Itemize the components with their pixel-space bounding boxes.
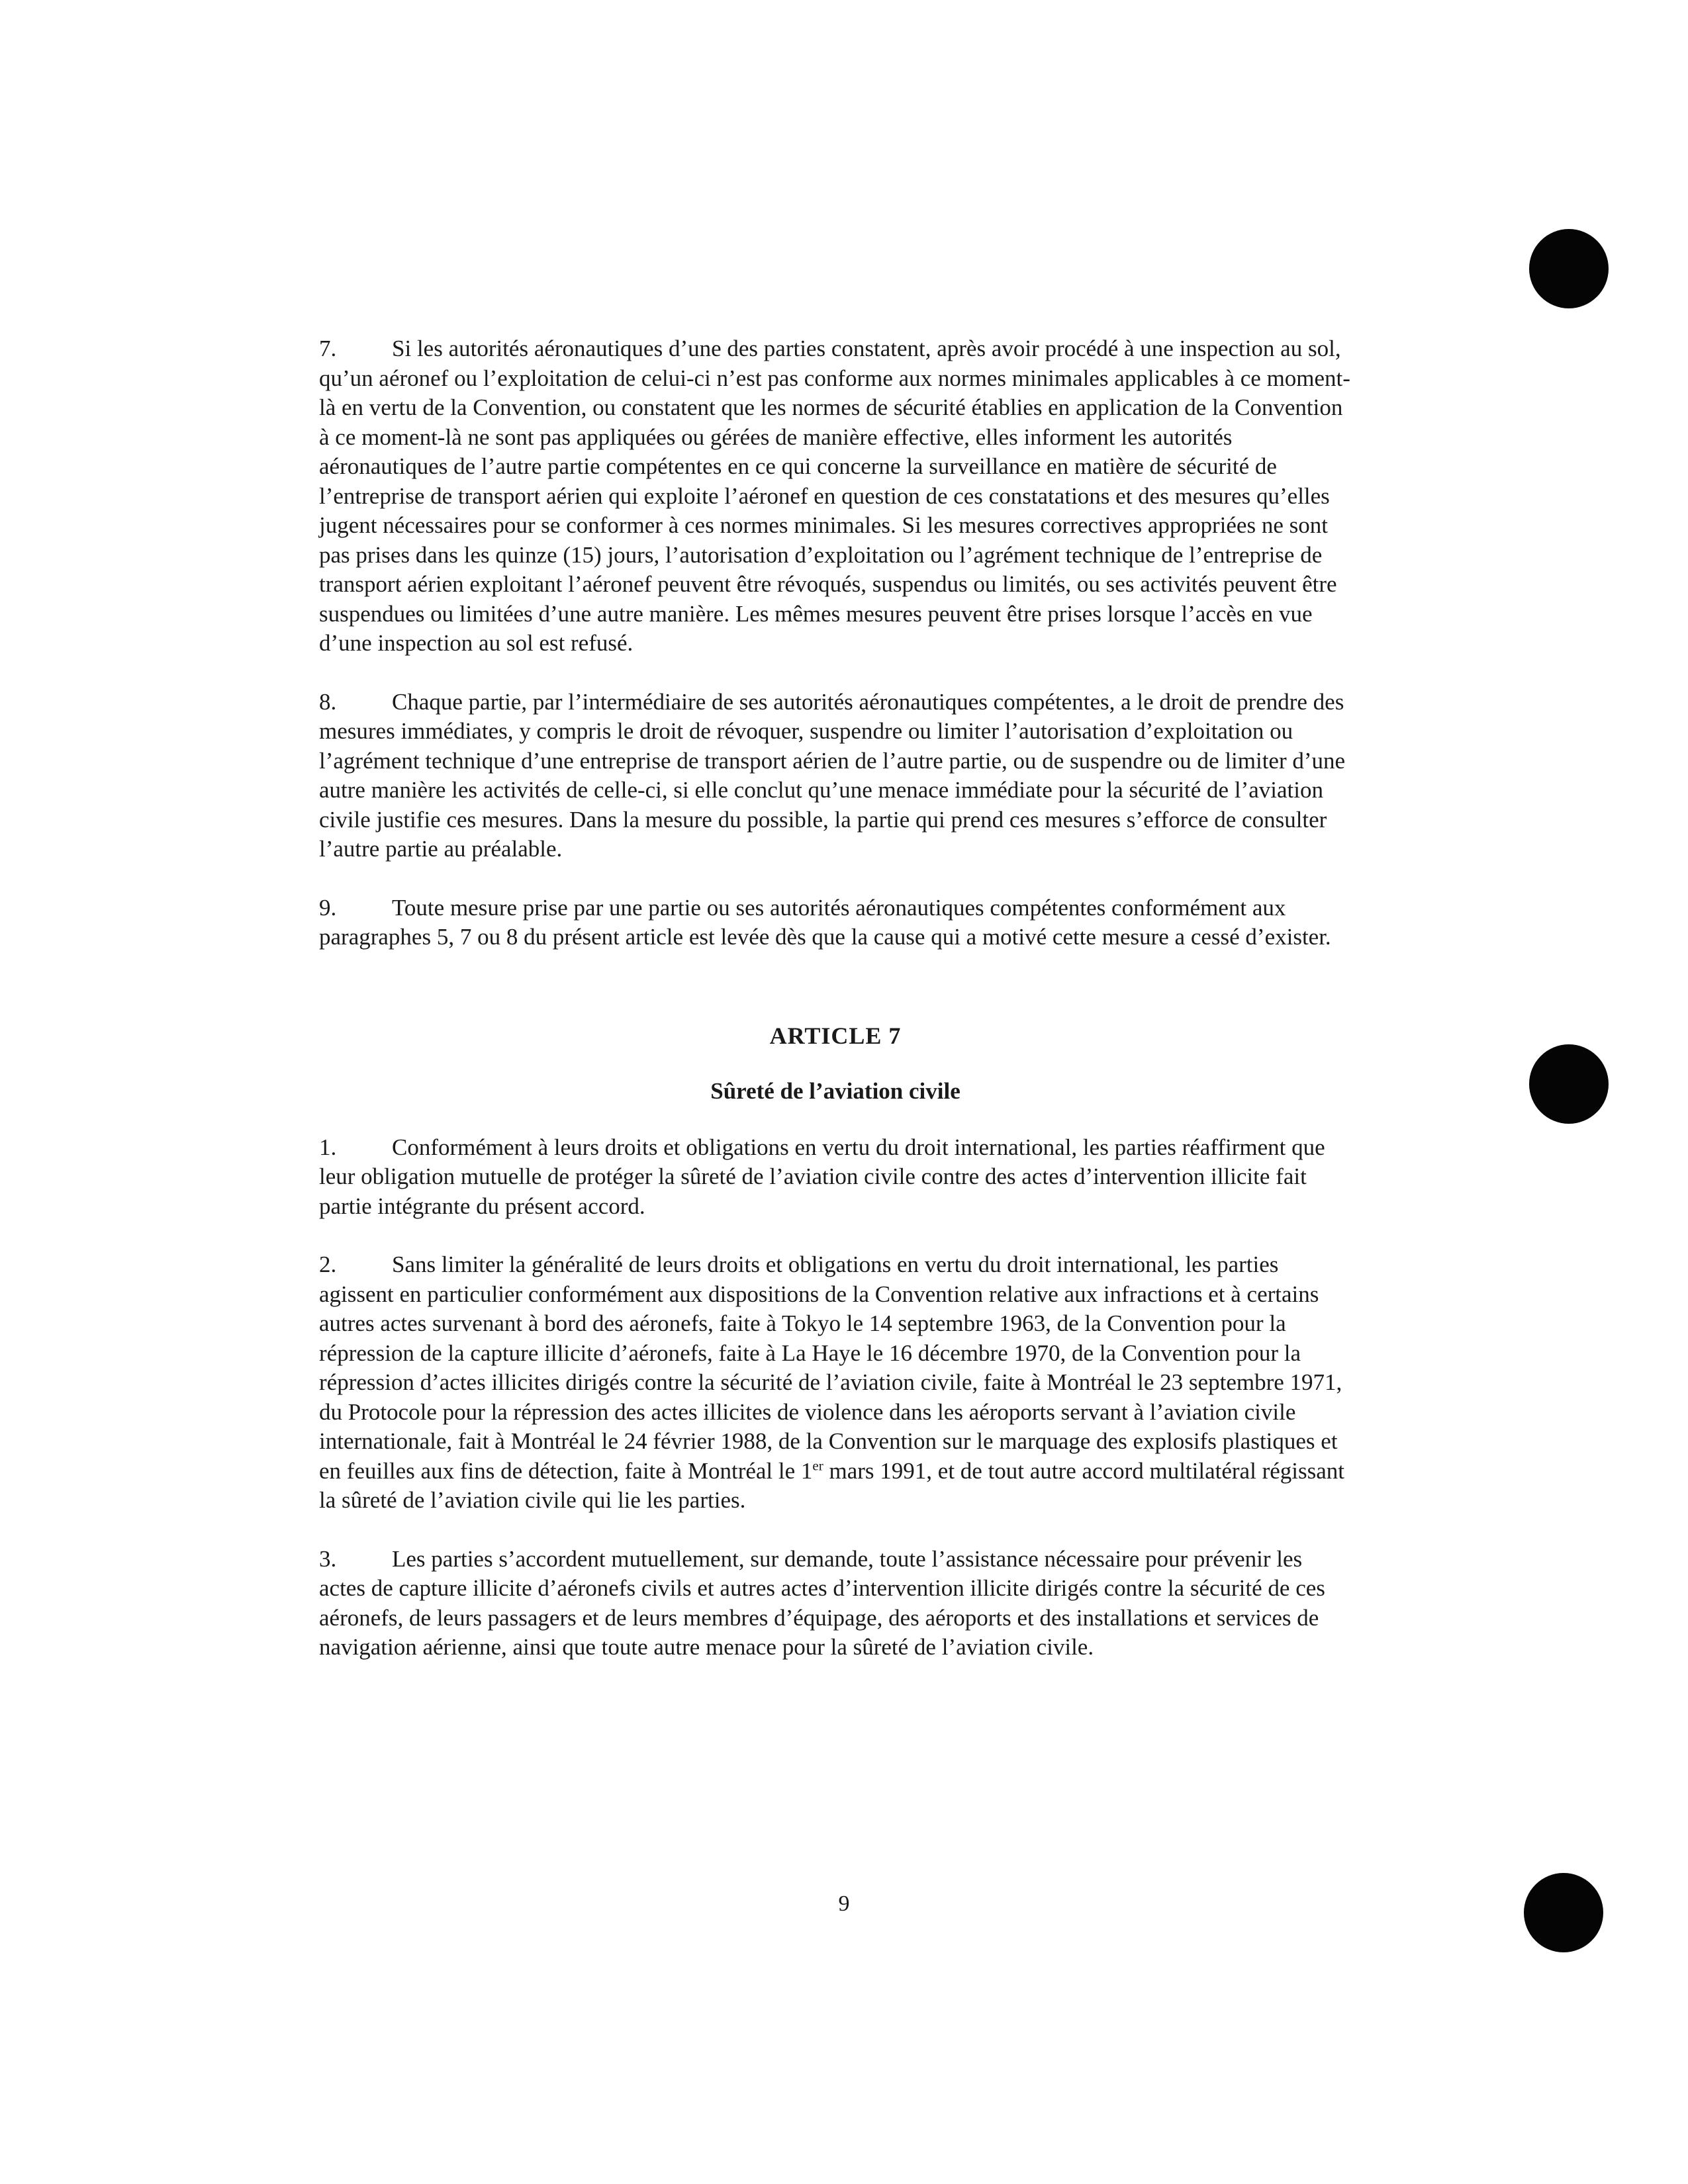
article-paragraph-3 xyxy=(319,1545,1352,1662)
paragraph-number: 1. xyxy=(319,1134,337,1160)
punch-hole-middle xyxy=(1529,1044,1609,1124)
paragraph-text: Les parties s’accordent mutuellement, sur demande, toute l’assistance nécessaire pour prévenir les actes de capture illicite d’aéronefs civils et autres actes d’intervention illicite dirigés contre la sécurité de ces aéronefs, de leurs passagers et de leurs membres d’équipage, des aéroports et des installations et services de navigation aérienne, ainsi que toute autre menace pour la sûreté de l’aviation civile. xyxy=(319,1545,1325,1660)
article-heading: ARTICLE 7 xyxy=(769,1022,902,1049)
paragraph-text: Toute mesure prise par une partie ou ses autorités aéronautiques compétentes conformément aux paragraphes 5, 7 ou 8 du présent article est levée dès que la cause qui a motivé cette mesure a cessé d’exister. xyxy=(319,894,1331,950)
text-column xyxy=(319,334,1352,1692)
superscript: er xyxy=(812,1457,823,1473)
paragraph-number: 2. xyxy=(319,1251,337,1277)
paragraph-number: 8. xyxy=(319,688,337,715)
paragraph-text-continued: mars 1991, et de tout autre accord multilatéral régissant la sûreté de l’aviation civile qui lie les parties. xyxy=(319,1457,1344,1513)
article-title: Sûreté de l’aviation civile xyxy=(710,1078,961,1104)
paragraph-text: Sans limiter la généralité de leurs droits et obligations en vertu du droit international, les parties agissent en particulier conformément aux dispositions de la Convention relative aux infractions et à certains autres actes survenant à bord des aéronefs, faite à Tokyo le 14 septembre 1963, de la Convention pour la répression de la capture illicite d’aéronefs, faite à La Haye le 16 décembre 1970, de la Convention pour la répression d’actes illicites dirigés contre la sécurité de l’aviation civile, faite à Montréal le 23 septembre 1971, du Protocole pour la répression des actes illicites de violence dans les aéroports servant à l’aviation civile internationale, fait à Montréal le 24 février 1988, de la Convention sur le marquage des explosifs plastiques et en feuilles aux fins de détection, faite à Montréal le 1 xyxy=(319,1251,1342,1484)
punch-hole-top xyxy=(1529,229,1609,308)
paragraph-number: 7. xyxy=(319,336,337,361)
article-paragraph-2 xyxy=(319,1250,1352,1516)
paragraph-text: Conformément à leurs droits et obligations en vertu du droit international, les parties réaffirment que leur obligation mutuelle de protéger la sûreté de l’aviation civile contre des actes d’intervention illicite fait partie intégrante du présent accord. xyxy=(319,1134,1325,1219)
paragraph-9 xyxy=(319,893,1352,952)
paragraph-number: 3. xyxy=(319,1545,337,1572)
article-paragraph-1 xyxy=(319,1133,1352,1222)
paragraph-8 xyxy=(319,688,1352,864)
paragraph-text: Si les autorités aéronautiques d’une des parties constatent, après avoir procédé à une inspection au sol, qu’un aéronef ou l’exploitation de celui-ci n’est pas conforme aux normes minimales applicables à ce moment-là en vertu de la Convention, ou constatent que les normes de sécurité établies en application de la Convention à ce moment-là ne sont pas appliquées ou gérées de manière effective, elles informent les autorités aéronautiques de l’autre partie compétentes en ce qui concerne la surveillance en matière de sécurité de l’entreprise de transport aérien qui exploite l’aéronef en question de ces constatations et des mesures qu’elles jugent nécessaires pour se conformer à ces normes minimales. Si les mesures correctives appropriées ne sont pas prises dans les quinze (15) jours, l’autorisation d’exploitation ou l’agrément technique de l’entreprise de transport aérien exploitant l’aéronef peuvent être révoqués, suspendus ou limités, ou ses activités peuvent être suspendues ou limitées d’une autre manière. Les mêmes mesures peuvent être prises lorsque l’accès en vue d’une inspection au sol est refusé. xyxy=(319,336,1350,656)
paragraph-7 xyxy=(319,334,1352,659)
paragraph-text: Chaque partie, par l’intermédiaire de ses autorités aéronautiques compétentes, a le droit de prendre des mesures immédiates, y compris le droit de révoquer, suspendre ou limiter l’autorisation d’exploitation ou l’agrément technique d’une entreprise de transport aérien de l’autre partie, ou de suspendre ou de limiter d’une autre manière les activités de celle-ci, si elle conclut qu’une menace immédiate pour la sécurité de l’aviation civile justifie ces mesures. Dans la mesure du possible, la partie qui prend ces mesures s’efforce de consulter l’autre partie au préalable. xyxy=(319,688,1346,862)
paragraph-number: 9. xyxy=(319,894,337,921)
page-number: 9 xyxy=(838,1891,850,1916)
